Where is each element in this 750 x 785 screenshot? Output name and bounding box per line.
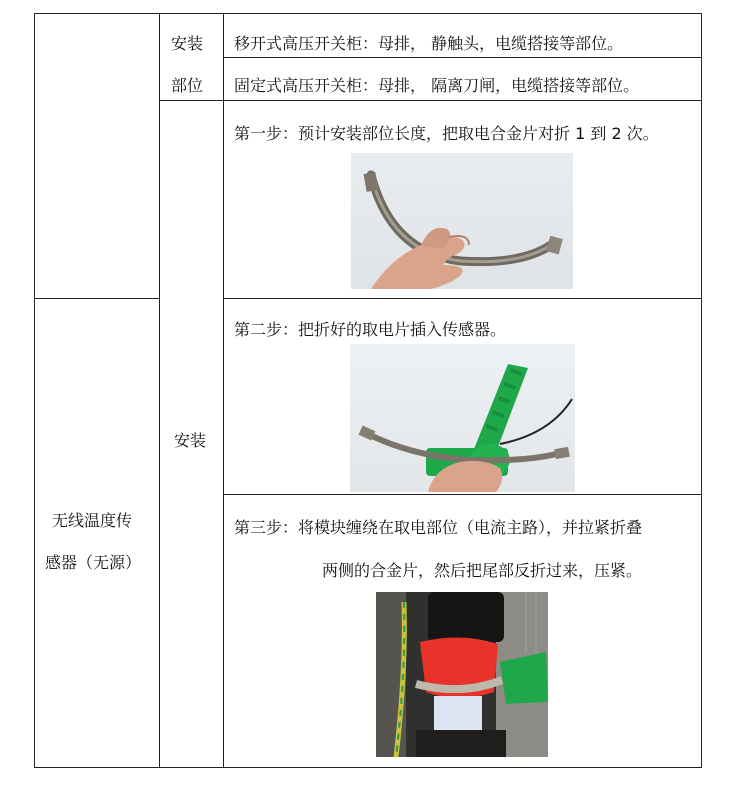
step3-text-line2: 两侧的合金片，然后把尾部反折过来，压紧。 <box>322 561 643 580</box>
step3-photo <box>376 592 548 757</box>
install-label-line1: 安装 <box>171 34 204 53</box>
border-top <box>34 13 702 14</box>
sensor-insert-illustration <box>350 344 575 492</box>
sensor-name-line2: 感器（无源） <box>45 553 142 572</box>
border-right <box>701 13 702 768</box>
step1-photo <box>351 153 573 289</box>
row-sep-step1-step2 <box>223 298 702 299</box>
step3-text-line1: 第三步：将模块缠绕在取电部位（电流主路），并拉紧折叠 <box>234 518 643 537</box>
step2-text: 第二步：把折好的取电片插入传感器。 <box>234 320 507 339</box>
row-mobile-switchgear: 移开式高压开关柜：母排， 静触头，电缆搭接等部位。 <box>234 34 624 53</box>
install-main-label: 安装 <box>174 431 207 450</box>
install-label-line2: 部位 <box>171 76 204 95</box>
row-sep-top-section <box>159 100 702 101</box>
row-sep-step2-step3 <box>223 494 702 495</box>
step1-text: 第一步：预计安装部位长度，把取电合金片对折 1 到 2 次。 <box>234 124 659 143</box>
bent-strip-illustration <box>351 153 573 289</box>
border-bottom <box>34 767 702 768</box>
wrapped-module-illustration <box>376 592 548 757</box>
sensor-name-line1: 无线温度传 <box>52 511 133 530</box>
row-sep-mobile-fixed <box>223 57 702 58</box>
border-left <box>34 13 35 768</box>
step2-photo <box>350 344 575 492</box>
col-sep-1 <box>159 13 160 768</box>
row-fixed-switchgear: 固定式高压开关柜：母排， 隔离刀闸，电缆搭接等部位。 <box>234 76 640 95</box>
row-sep-col1 <box>34 298 160 299</box>
col-sep-2 <box>223 13 224 768</box>
